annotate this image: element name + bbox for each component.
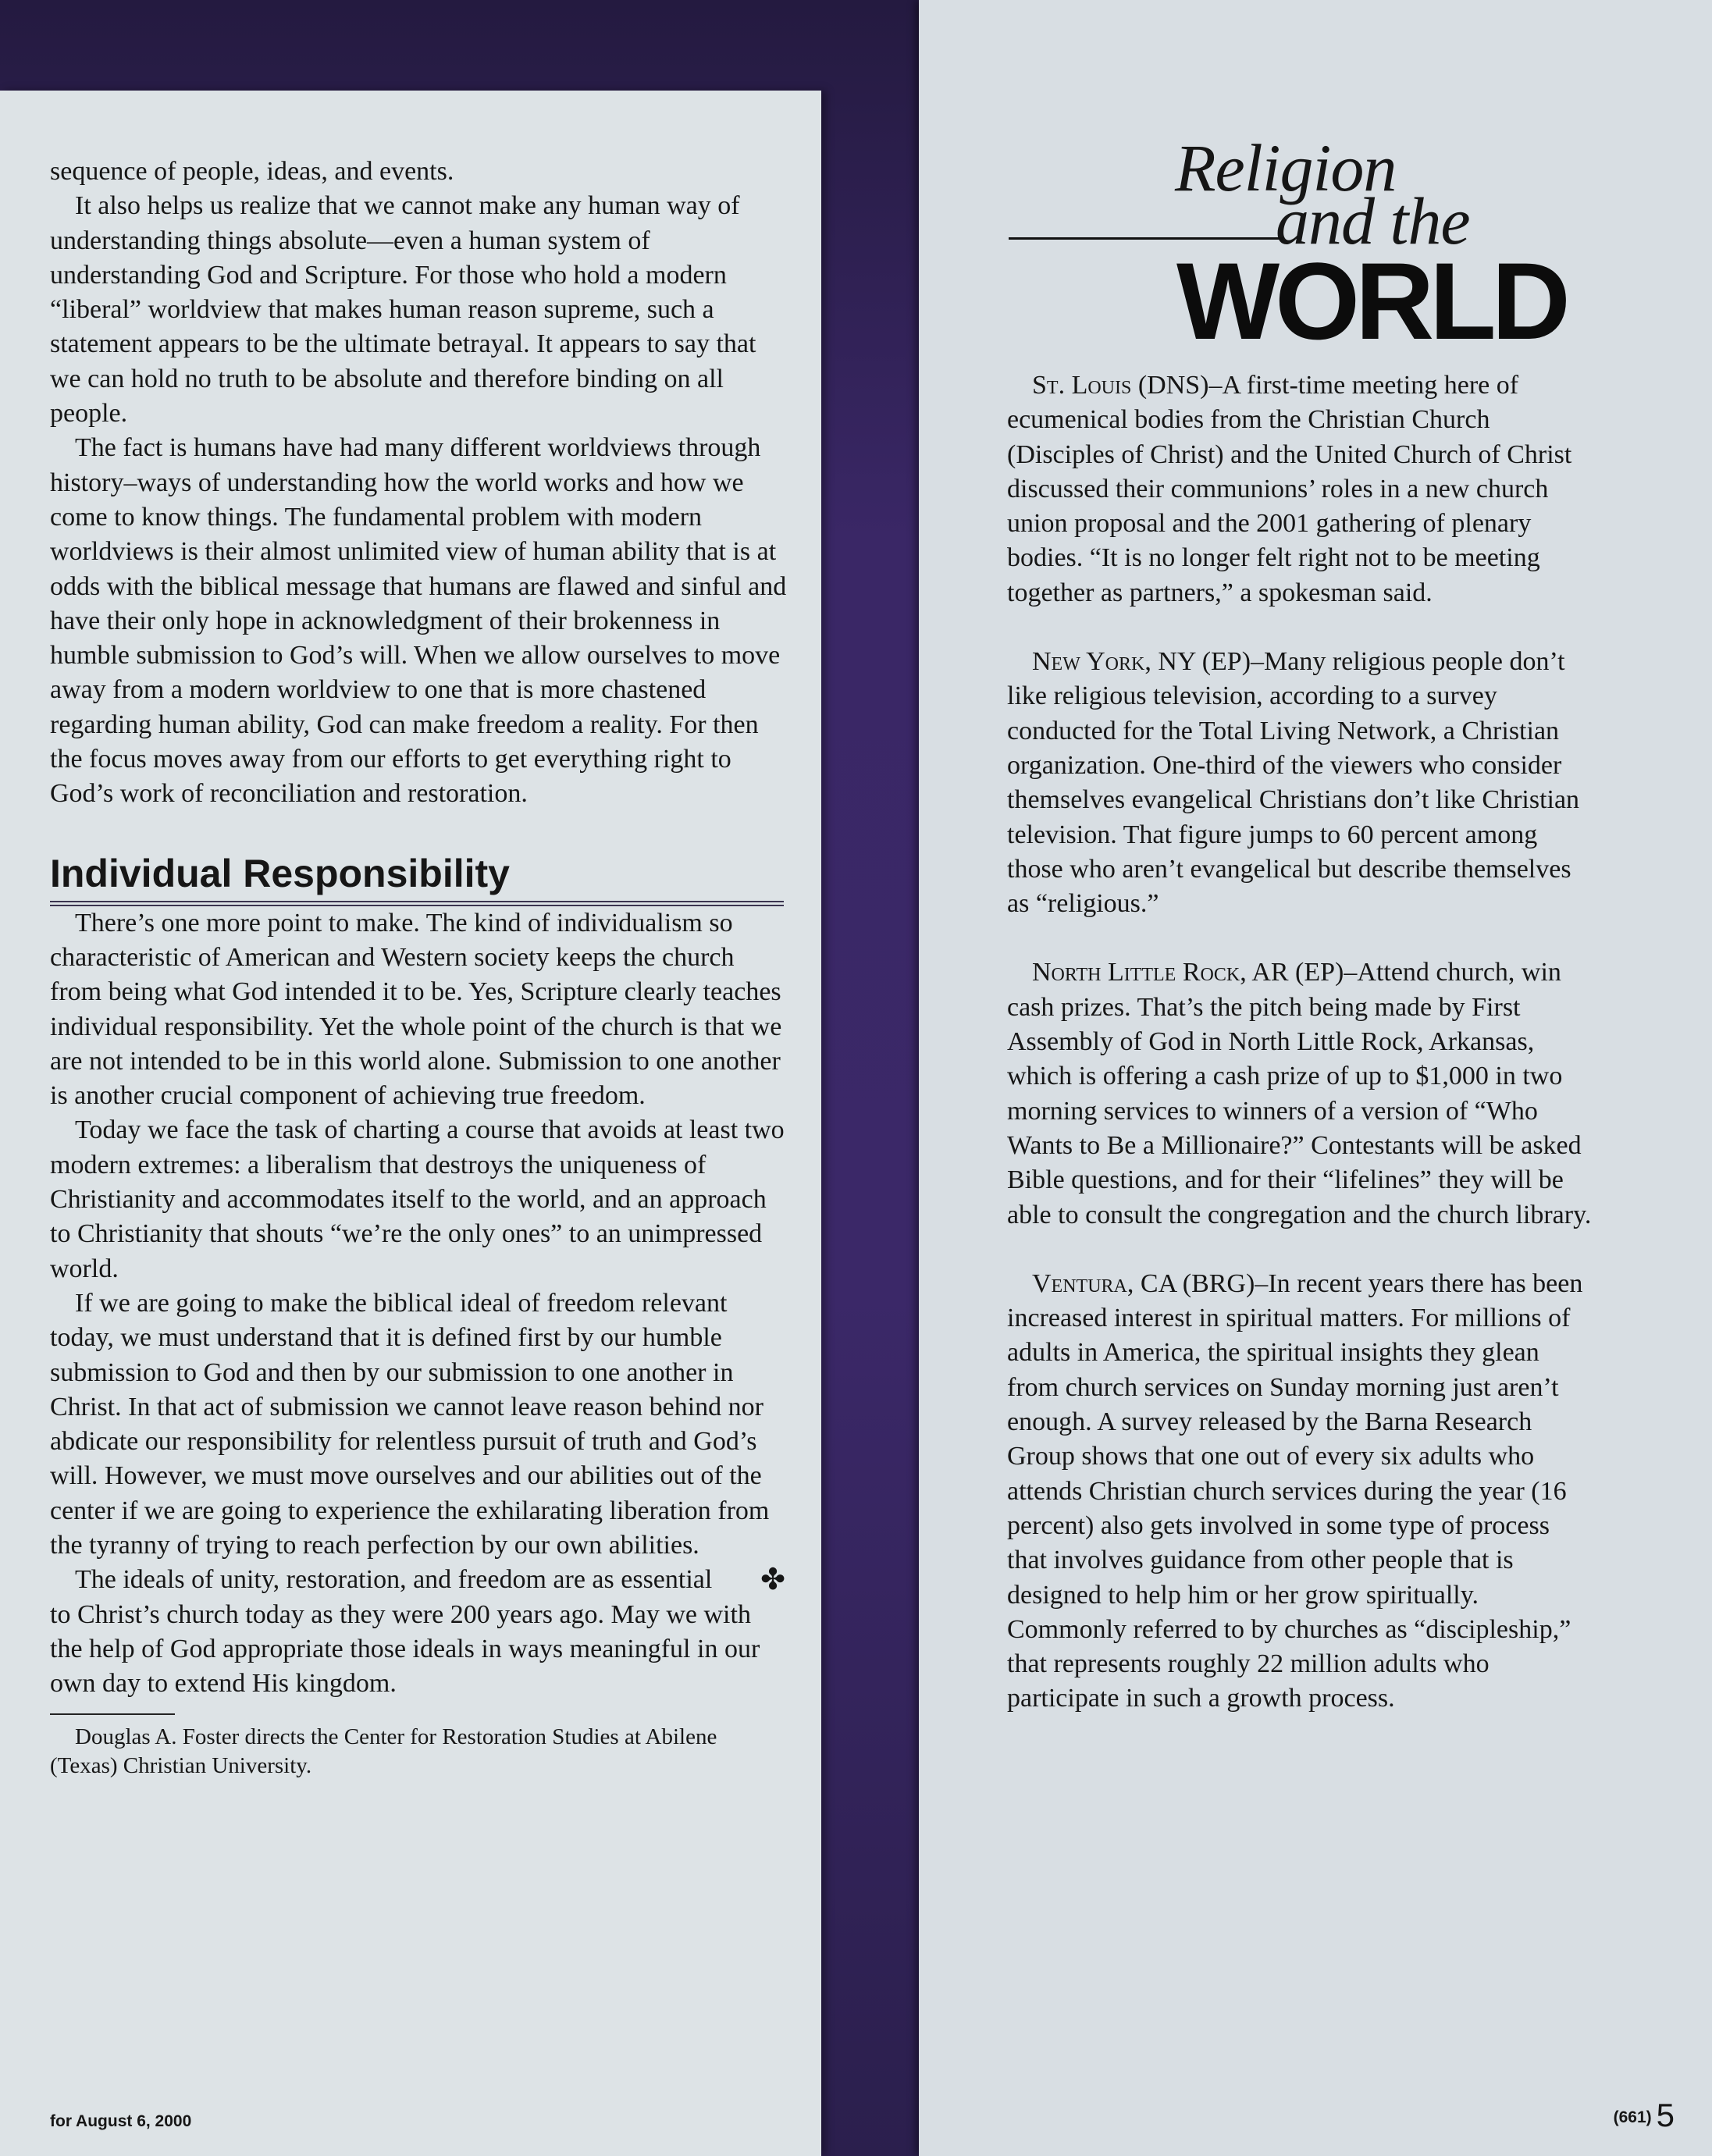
dateline: North Little Rock: [1032, 958, 1240, 987]
bio-divider: [50, 1713, 175, 1715]
source: , AR (EP)–: [1240, 958, 1358, 987]
page-code: (661): [1613, 2108, 1652, 2126]
news-text: Attend church, win cash prizes. That’s the pitch being made by First Assembly of God in North Little Rock, Arkansas, which is offering a cash prize of up to $1,000 in two morning services to winners of a version of “Who Wants to Be a Millionaire?” Contestants will be asked Bible questions, and for their “lifelines” they will be able to consult the congregation and the church library.: [1007, 958, 1592, 1229]
author-bio: Douglas A. Foster directs the Center for Restoration Studies at Abilene (Texas) Christian University.: [50, 1724, 717, 1779]
paragraph: Today we face the task of charting a course that avoids at least two modern extremes: a liberalism that destroys the uniqueness of Christianity and accommodates itself to the world, and an approach to Christianity that shouts “we’re the only ones” to an unimpressed world.: [50, 1115, 785, 1283]
news-text: In recent years there has been increased interest in spiritual matters. For millions of adults in America, the spiritual insights they glean from church services on Sunday morning just aren’t enough. A survey released by the Barna Research Group shows that one out of every six adults who attends Christian church services during the year (16 percent) also gets involved in some type of process that involves guidance from other people that is designed to help him or her grow spiritually. Commonly referred to by churches as “discipleship,” that represents roughly 22 million adults who participate in such a growth process.: [1007, 1268, 1583, 1713]
section-heading-text: Individual Responsibility: [50, 851, 510, 895]
page-number: 5: [1656, 2097, 1675, 2133]
page-number-footer: [1614, 2097, 1675, 2134]
news-item: [1007, 645, 1593, 921]
paragraph: If we are going to make the biblical ideal of freedom relevant today, we must understand that it is defined first by our humble submission to God and then by our submission to one another in Christ. In that act of submission we cannot leave reason behind nor abdicate our responsibility for relentless pursuit of truth and God’s will. However, we must move ourselves and our abilities out of the center if we are going to experience the exhilarating liberation from the tyranny of trying to reach perfection by our own abilities.: [50, 1288, 770, 1560]
news-item: [1007, 1267, 1593, 1717]
paragraph: It also helps us realize that we cannot make any human way of understanding things absolute—even a human system of understanding God and Scripture. For those who hold a modern “liberal” worldview that makes human reason supreme, such a statement appears to be the ultimate betrayal. It appears to say that we can hold no truth to be absolute and therefore binding on all people.: [50, 191, 756, 429]
issue-date-footer: for August 6, 2000: [50, 2112, 192, 2130]
article-body: [50, 155, 788, 1781]
logo-world: WORLD: [1176, 240, 1566, 362]
news-item: [1007, 368, 1593, 610]
source: , CA (BRG)–: [1127, 1268, 1269, 1298]
dateline: New York: [1032, 647, 1145, 677]
section-heading: [50, 851, 784, 906]
end-mark-icon: ✤: [760, 1564, 785, 1597]
logo-and-the: and the: [1276, 183, 1470, 258]
news-text: Many religious people don’t like religious television, according to a survey conducted for the Total Living Network, a Christian organization. One-third of the viewers who consider themselves evangelical Christians don’t like Christian television. That figure jumps to 60 percent among those who aren’t evangelical but describe themselves as “religious.”: [1007, 647, 1580, 919]
dateline: St. Louis: [1032, 371, 1132, 400]
religion-and-the-world-logo: [1009, 130, 1593, 362]
source: (DNS)–: [1131, 371, 1223, 400]
news-column: [1007, 368, 1593, 1717]
news-text: A first-time meeting here of ecumenical bodies from the Christian Church (Disciples of Christ) and the United Church of Christ discussed their communions’ roles in a new church union proposal and the 2001 gathering of plenary bodies. “It is no longer felt right not to be meeting together as partners,” a spokesman said.: [1007, 371, 1572, 607]
paragraph-last-text: The ideals of unity, restoration, and freedom are as essential to Christ’s church today as they were 200 years ago. May we with the help of God appropriate those ideals in ways meaningful in our own day to extend His kingdom.: [50, 1565, 760, 1699]
source: , NY (EP)–: [1144, 647, 1265, 677]
dateline: Ventura: [1032, 1268, 1127, 1298]
logo-religion: Religion: [1175, 130, 1397, 205]
news-item: [1007, 955, 1593, 1232]
paragraph: The fact is humans have had many different worldviews through history–ways of understanding how the world works and how we come to know things. The fundamental problem with modern worldviews is their almost unlimited view of human ability that is at odds with the biblical message that humans are flawed and sinful and have their only hope in acknowledgment of their brokenness in humble submission to God’s will. When we allow ourselves to move away from a modern worldview to one that is more chastened regarding human ability, God can make freedom a reality. For then the focus moves away from our efforts to get everything right to God’s work of reconciliation and restoration.: [50, 433, 787, 809]
paragraph-last: [50, 1563, 788, 1701]
paragraph: sequence of people, ideas, and events.: [50, 157, 454, 186]
paragraph: There’s one more point to make. The kind of individualism so characteristic of American and Western society keeps the church from being what God intended it to be. Yes, Scripture clearly teaches individual responsibility. Yet the whole point of the church is that we are not intended to be in this world alone. Submission to one another is another crucial component of achieving true freedom.: [50, 908, 782, 1111]
